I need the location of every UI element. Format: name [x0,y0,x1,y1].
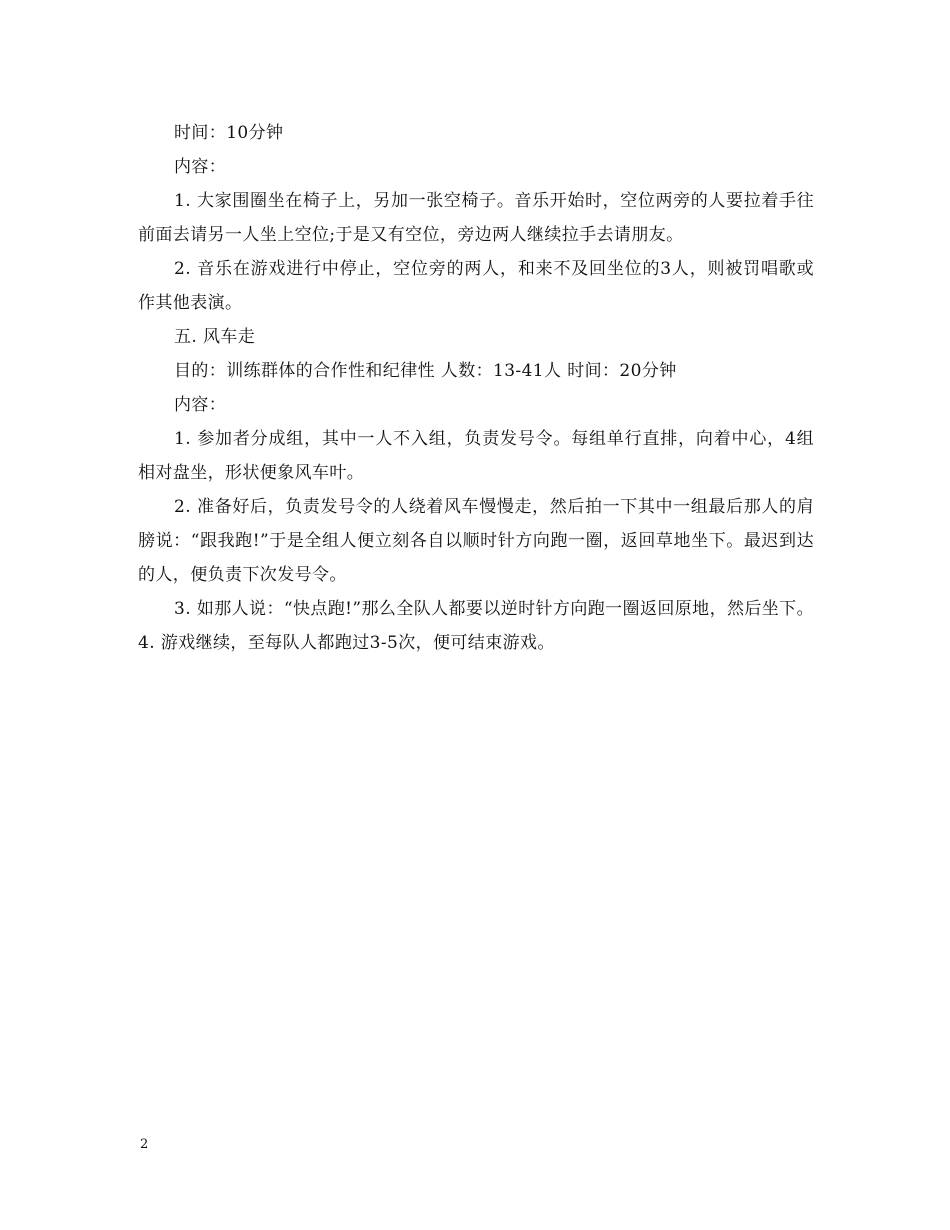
paragraph-content-heading: 内容： [174,157,227,177]
paragraph-step-3-4: 3. 如那人说：“快点跑!”那么全队人都要以逆时针方向跑一圈返回原地，然后坐下。 4. 游戏继续，至每队人都跑过3-5次，便可结束游戏。 [138,599,814,653]
paragraph-rule-2: 2. 音乐在游戏进行中停止，空位旁的两人，和来不及回坐位的3人，则被罚唱歌或作其他表演。 [138,259,814,313]
paragraph-step-1: 1. 参加者分成组，其中一人不入组，负责发号令。每组单行直排，向着中心，4组相对盘坐，形状便象风车叶。 [138,429,814,483]
paragraph-step-2: 2. 准备好后，负责发号令的人绕着风车慢慢走，然后拍一下其中一组最后那人的肩膀说：“跟我跑!”于是全组人便立刻各自以顺时针方向跑一圈，返回草地坐下。最迟到达的人，便负责下次发号令。 [138,497,814,585]
page-number: 2 [140,1137,149,1152]
paragraph-purpose: 目的：训练群体的合作性和纪律性 人数：13-41人 时间：20分钟 [174,361,677,381]
paragraph-time: 时间：10分钟 [174,123,284,143]
paragraph-rule-1: 1. 大家围圈坐在椅子上，另加一张空椅子。音乐开始时，空位两旁的人要拉着手往前面去请另一人坐上空位;于是又有空位，旁边两人继续拉手去请朋友。 [138,191,814,245]
section-heading-windmill: 五. 风车走 [174,327,256,347]
paragraph-content-heading-2: 内容： [174,395,227,415]
document-body [138,116,814,660]
